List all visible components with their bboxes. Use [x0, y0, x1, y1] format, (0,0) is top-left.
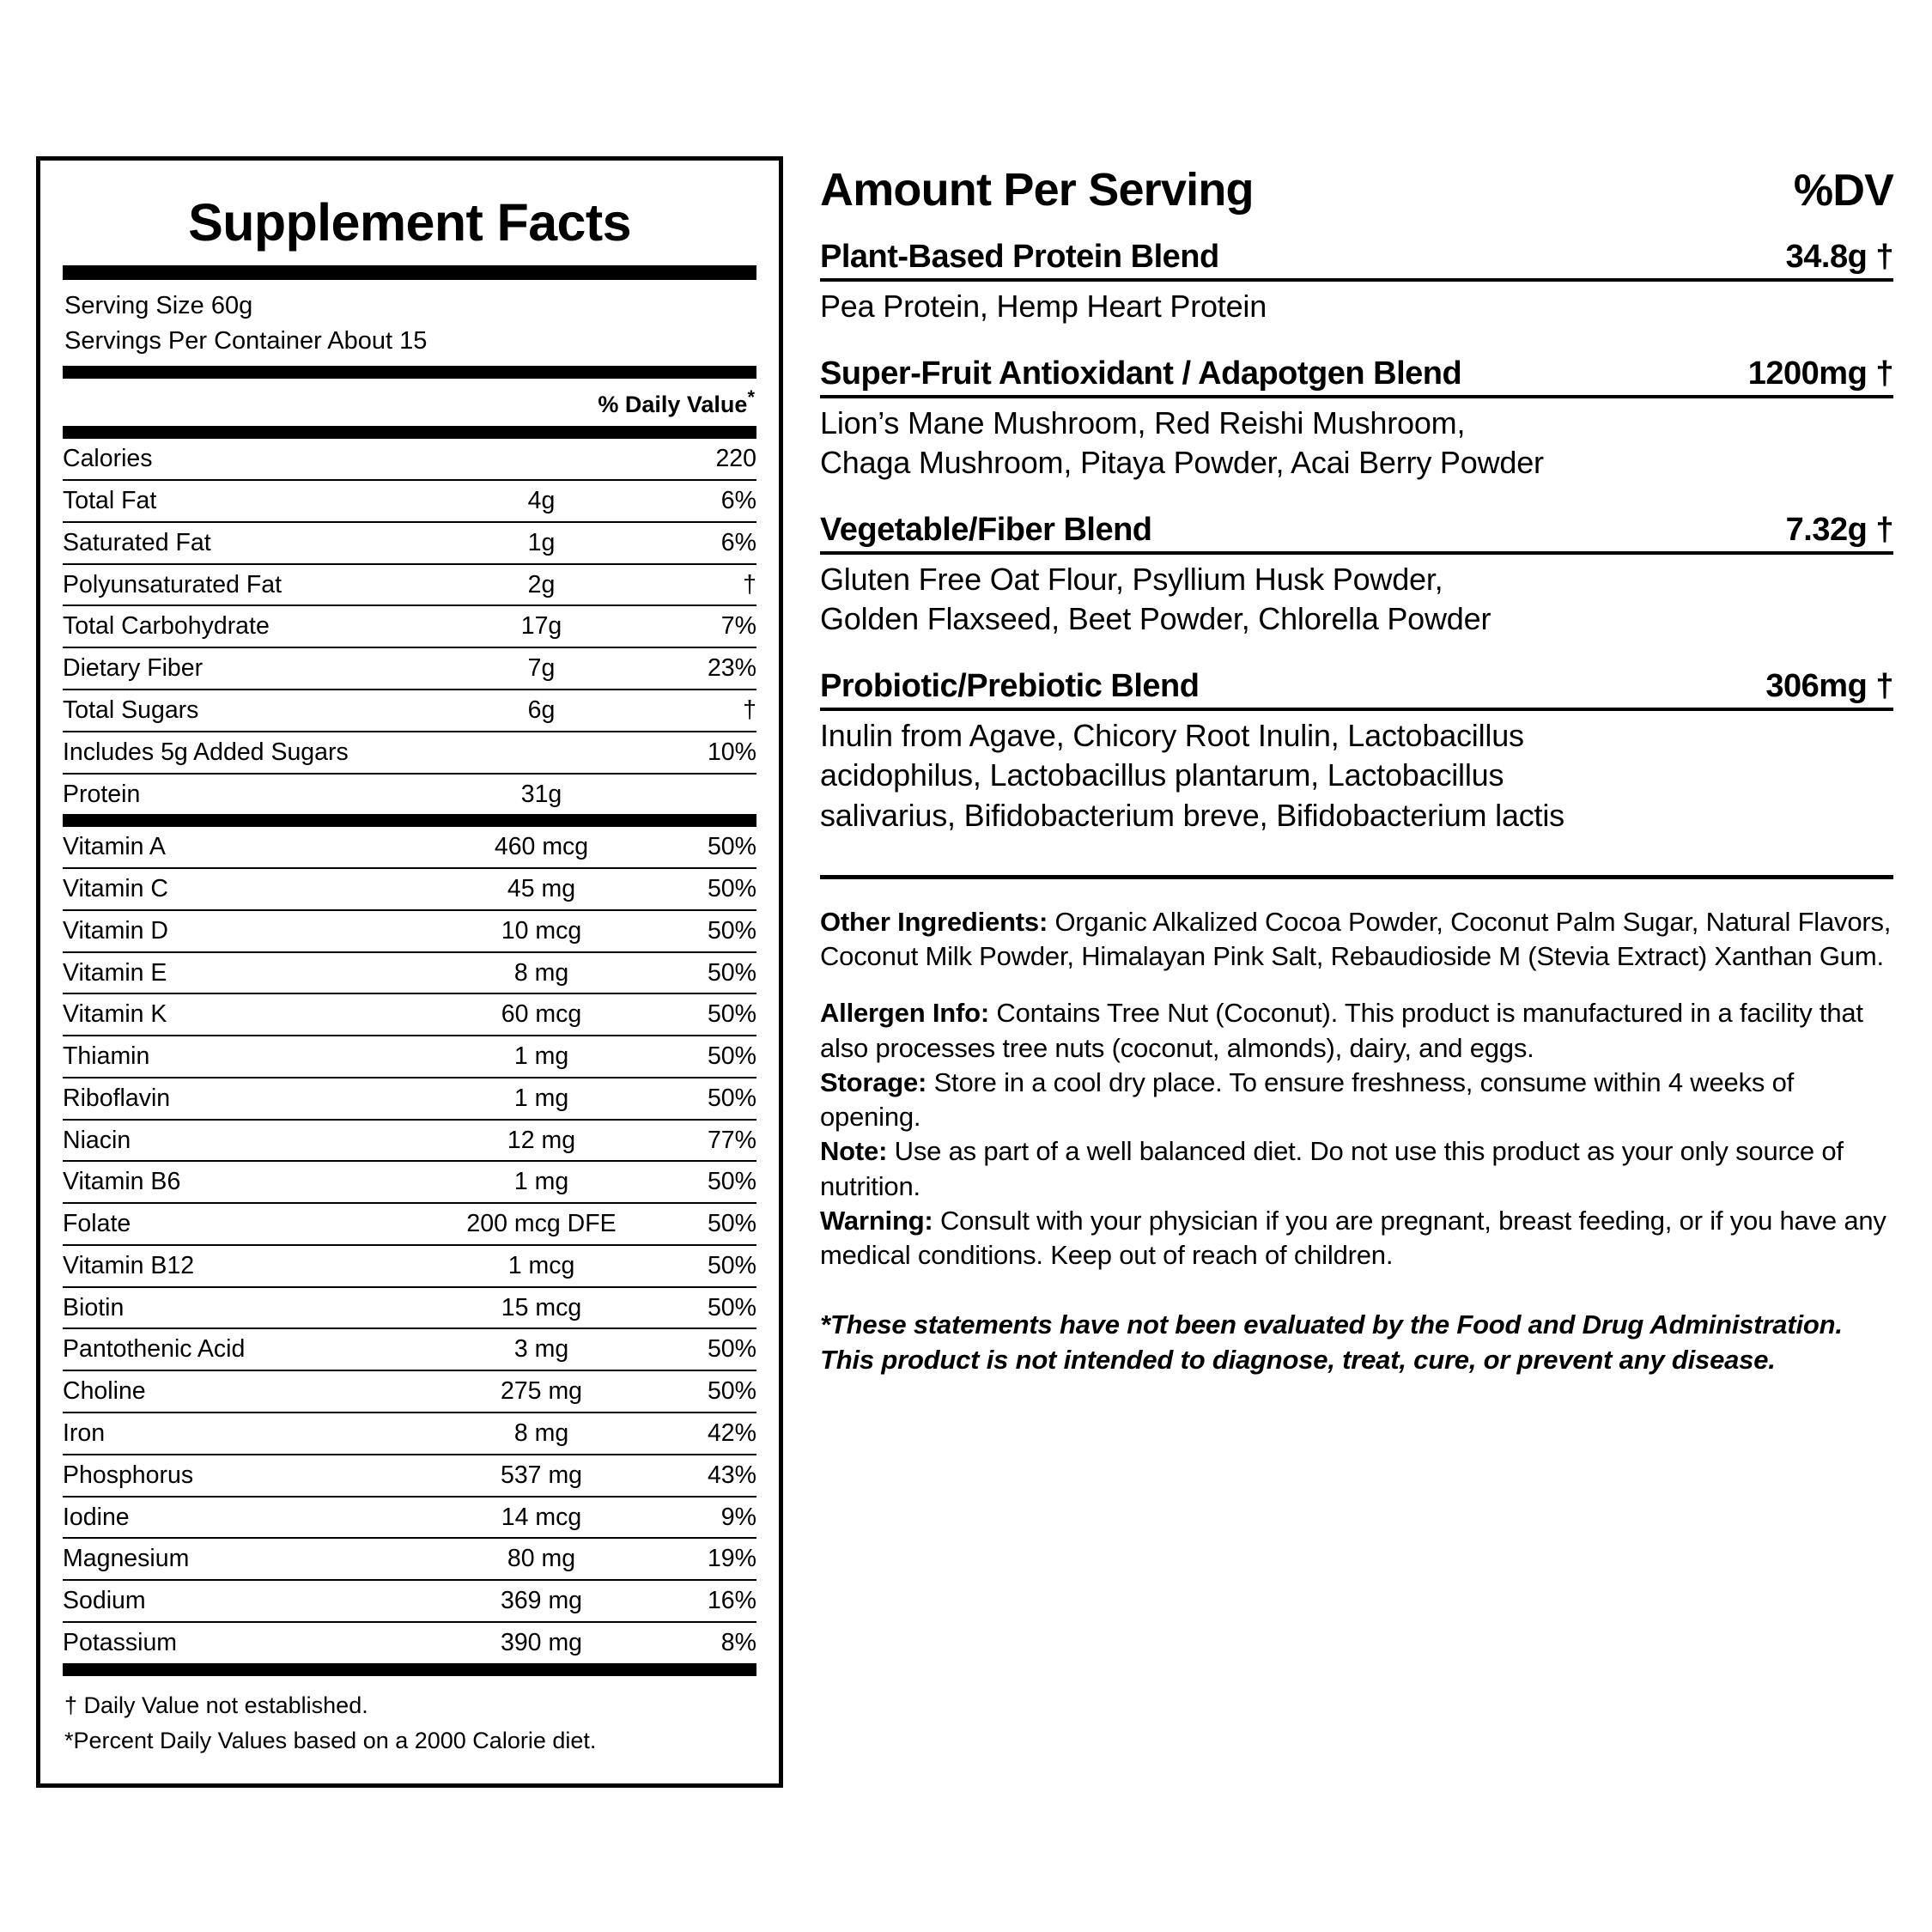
nutrient-percent-dv: 50% — [632, 1161, 756, 1203]
table-row — [63, 1203, 756, 1245]
nutrient-percent-dv: 10% — [632, 732, 756, 774]
nutrient-amount: 1g — [451, 522, 631, 564]
storage-paragraph — [820, 1066, 1893, 1135]
nutrient-label: Pantothenic Acid — [63, 1328, 451, 1370]
blend-header — [820, 512, 1893, 555]
supplement-facts-panel — [36, 156, 783, 1788]
nutrient-percent-dv: 7% — [632, 605, 756, 647]
amount-per-serving-header — [820, 163, 1893, 216]
nutrient-amount: 1 mcg — [451, 1245, 631, 1287]
nutrient-amount: 15 mcg — [451, 1287, 631, 1329]
nutrient-amount: 80 mg — [451, 1538, 631, 1580]
blend-amount: 34.8g † — [1785, 239, 1893, 275]
table-row — [63, 605, 756, 647]
table-row — [63, 910, 756, 952]
nutrient-percent-dv: 220 — [632, 439, 756, 480]
nutrient-amount: 60 mcg — [451, 993, 631, 1036]
daily-value-header-star: * — [747, 386, 755, 409]
nutrient-label: Vitamin D — [63, 910, 451, 952]
nutrient-percent-dv: 23% — [632, 647, 756, 690]
macronutrient-table — [63, 439, 756, 814]
nutrient-amount: 1 mg — [451, 1161, 631, 1203]
table-row — [63, 952, 756, 994]
nutrient-percent-dv: 43% — [632, 1455, 756, 1497]
nutrient-amount: 8 mg — [451, 952, 631, 994]
nutrient-percent-dv: † — [632, 690, 756, 732]
blend-header — [820, 668, 1893, 711]
note-paragraph — [820, 1134, 1893, 1204]
nutrient-amount: 1 mg — [451, 1078, 631, 1120]
table-row — [63, 1328, 756, 1370]
table-row — [63, 1538, 756, 1580]
serving-size-text: Serving Size 60g — [64, 292, 253, 320]
nutrient-amount — [451, 732, 631, 774]
blend-list — [820, 239, 1893, 835]
blend-amount: 7.32g † — [1785, 512, 1893, 549]
nutrient-label: Vitamin K — [63, 993, 451, 1036]
nutrient-amount — [451, 439, 631, 480]
table-row — [63, 522, 756, 564]
nutrient-label: Choline — [63, 1370, 451, 1413]
servings-per-container-text: Servings Per Container About 15 — [64, 327, 428, 355]
table-row — [63, 690, 756, 732]
nutrient-percent-dv: 9% — [632, 1497, 756, 1539]
amount-per-serving-label: Amount Per Serving — [820, 164, 1254, 216]
blend-ingredients: Inulin from Agave, Chicory Root Inulin, Lactobacillus acidophilus, Lactobacillus plantarum, Lactobacillus salivarius, Bifidobacterium breve, Bifidobacterium lactis — [820, 718, 1564, 833]
blend-name: Super-Fruit Antioxidant / Adapotgen Blend — [820, 355, 1462, 392]
nutrient-amount: 12 mg — [451, 1120, 631, 1162]
nutrient-amount: 10 mcg — [451, 910, 631, 952]
nutrient-label: Folate — [63, 1203, 451, 1245]
footnote-top-bar — [63, 1663, 756, 1676]
storage-label: Storage: — [820, 1066, 927, 1097]
table-row — [63, 647, 756, 690]
allergen-label: Allergen Info: — [820, 998, 989, 1029]
daily-value-header-label: % Daily Value — [598, 392, 748, 418]
footnote-dagger-text: † Daily Value not established. — [64, 1692, 368, 1718]
blend-ingredients: Lion’s Mane Mushroom, Red Reishi Mushroom, Chaga Mushroom, Pitaya Powder, Acai Berry Powder — [820, 405, 1544, 481]
blend-block — [820, 512, 1893, 639]
nutrient-label: Dietary Fiber — [63, 647, 451, 690]
nutrient-amount: 200 mcg DFE — [451, 1203, 631, 1245]
table-row — [63, 480, 756, 522]
micros-top-bar — [63, 814, 756, 827]
table-row — [63, 1622, 756, 1663]
nutrient-label: Riboflavin — [63, 1078, 451, 1120]
note-text: Use as part of a well balanced diet. Do not use this product as your only source of nutrition. — [820, 1136, 1844, 1201]
table-row — [63, 1413, 756, 1455]
nutrient-label: Vitamin A — [63, 827, 451, 868]
percent-dv-label: %DV — [1793, 166, 1893, 216]
nutrient-percent-dv: 77% — [632, 1120, 756, 1162]
nutrient-amount: 45 mg — [451, 868, 631, 910]
other-ingredients-text: Organic Alkalized Cocoa Powder, Coconut Palm Sugar, Natural Flavors, Coconut Milk Powder, Himalayan Pink Salt, Rebaudioside M (Stevia Extract) Xanthan Gum. — [820, 906, 1892, 971]
nutrient-percent-dv: 42% — [632, 1413, 756, 1455]
footnote-star-text: *Percent Daily Values based on a 2000 Calorie diet. — [64, 1728, 597, 1754]
nutrient-amount: 460 mcg — [451, 827, 631, 868]
nutrient-amount: 6g — [451, 690, 631, 732]
nutrient-label: Biotin — [63, 1287, 451, 1329]
note-label: Note: — [820, 1136, 888, 1167]
nutrient-label: Phosphorus — [63, 1455, 451, 1497]
nutrient-label: Protein — [63, 780, 141, 808]
nutrient-amount: 275 mg — [451, 1370, 631, 1413]
table-row — [63, 1497, 756, 1539]
table-row — [63, 1370, 756, 1413]
warning-label: Warning: — [820, 1206, 933, 1236]
warning-text: Consult with your physician if you are pregnant, breast feeding, or if you have any medical conditions. Keep out of reach of children. — [820, 1206, 1886, 1271]
serving-info-block — [63, 280, 756, 366]
ingredients-panel — [820, 163, 1893, 1377]
nutrient-amount: 3 mg — [451, 1328, 631, 1370]
supplement-facts-title: Supplement Facts — [188, 193, 631, 252]
title-divider-bar — [63, 265, 756, 280]
nutrient-label: Magnesium — [63, 1538, 451, 1580]
micronutrient-table — [63, 827, 756, 1662]
nutrient-amount: 2g — [451, 564, 631, 606]
nutrient-percent-dv: 50% — [632, 827, 756, 868]
daily-value-header — [63, 379, 756, 426]
nutrient-percent-dv: 50% — [632, 868, 756, 910]
nutrient-percent-dv: 19% — [632, 1538, 756, 1580]
table-row — [63, 1036, 756, 1078]
nutrient-percent-dv: 50% — [632, 1036, 756, 1078]
nutrient-label: Thiamin — [63, 1036, 451, 1078]
blend-name: Vegetable/Fiber Blend — [820, 512, 1152, 549]
blend-header — [820, 239, 1893, 282]
nutrient-percent-dv: 50% — [632, 1203, 756, 1245]
blend-amount: 1200mg † — [1747, 355, 1893, 392]
footnote-block — [63, 1676, 756, 1760]
fda-disclaimer-text: *These statements have not been evaluated by the Food and Drug Administration. This product is not intended to diagnose, treat, cure, or prevent any disease. — [820, 1309, 1843, 1375]
nutrient-label: Sodium — [63, 1580, 451, 1622]
other-ingredients-label: Other Ingredients: — [820, 906, 1048, 937]
table-row — [63, 827, 756, 868]
nutrient-label: Polyunsaturated Fat — [63, 564, 451, 606]
table-row — [63, 732, 756, 774]
nutrient-label: Total Carbohydrate — [63, 605, 451, 647]
nutrient-amount: 537 mg — [451, 1455, 631, 1497]
blend-ingredients: Gluten Free Oat Flour, Psyllium Husk Powder, Golden Flaxseed, Beet Powder, Chlorella Powder — [820, 562, 1492, 637]
nutrient-percent-dv: 16% — [632, 1580, 756, 1622]
table-row — [63, 774, 756, 815]
nutrient-label: Vitamin E — [63, 952, 451, 994]
nutrient-percent-dv: 50% — [632, 952, 756, 994]
table-row — [63, 1161, 756, 1203]
other-ingredients-paragraph — [820, 905, 1893, 975]
nutrient-percent-dv: 50% — [632, 1328, 756, 1370]
table-row — [63, 993, 756, 1036]
table-row — [63, 1580, 756, 1622]
nutrient-percent-dv: 6% — [632, 480, 756, 522]
nutrient-label: Vitamin C — [63, 868, 451, 910]
storage-text: Store in a cool dry place. To ensure freshness, consume within 4 weeks of opening. — [820, 1066, 1795, 1133]
nutrient-percent-dv: 50% — [632, 1287, 756, 1329]
nutrient-percent-dv: 8% — [720, 1628, 756, 1656]
nutrient-amount: 390 mg — [500, 1628, 583, 1656]
nutrient-label: Niacin — [63, 1120, 451, 1162]
nutrient-label: Potassium — [63, 1628, 178, 1656]
allergen-text: Contains Tree Nut (Coconut). This product is manufactured in a facility that also processes tree nuts (coconut, almonds), dairy, and eggs. — [820, 998, 1863, 1063]
blend-block — [820, 668, 1893, 835]
nutrient-percent-dv: 50% — [632, 993, 756, 1036]
nutrient-label: Saturated Fat — [63, 522, 451, 564]
section-separator-rule — [820, 875, 1893, 879]
blend-block — [820, 239, 1893, 326]
nutrient-label: Vitamin B12 — [63, 1245, 451, 1287]
nutrient-percent-dv: 50% — [632, 910, 756, 952]
table-row — [63, 564, 756, 606]
macros-top-bar — [63, 426, 756, 439]
nutrient-amount: 4g — [451, 480, 631, 522]
blend-name: Probiotic/Prebiotic Blend — [820, 668, 1200, 705]
nutrient-label: Iron — [63, 1413, 451, 1455]
nutrient-label: Calories — [63, 439, 451, 480]
nutrient-percent-dv — [632, 774, 756, 815]
blend-header — [820, 355, 1893, 398]
nutrient-percent-dv: 6% — [632, 522, 756, 564]
nutrient-label: Vitamin B6 — [63, 1161, 451, 1203]
blend-ingredients: Pea Protein, Hemp Heart Protein — [820, 289, 1267, 324]
nutrient-label: Includes 5g Added Sugars — [63, 732, 451, 774]
nutrient-amount: 17g — [451, 605, 631, 647]
nutrient-percent-dv: 50% — [632, 1245, 756, 1287]
table-row — [63, 1455, 756, 1497]
table-row — [63, 1120, 756, 1162]
nutrient-amount: 31g — [520, 780, 562, 808]
nutrient-label: Total Sugars — [63, 690, 451, 732]
serving-divider-bar — [63, 366, 756, 379]
nutrient-amount: 7g — [451, 647, 631, 690]
table-row — [63, 1245, 756, 1287]
table-row — [63, 868, 756, 910]
table-row — [63, 439, 756, 480]
table-row — [63, 1287, 756, 1329]
blend-name: Plant-Based Protein Blend — [820, 239, 1219, 275]
blend-amount: 306mg † — [1765, 668, 1893, 705]
nutrient-amount: 14 mcg — [451, 1497, 631, 1539]
nutrient-amount: 1 mg — [451, 1036, 631, 1078]
blend-block — [820, 355, 1893, 483]
nutrient-amount: 369 mg — [451, 1580, 631, 1622]
nutrient-label: Total Fat — [63, 480, 451, 522]
nutrient-amount: 8 mg — [451, 1413, 631, 1455]
allergen-paragraph — [820, 996, 1893, 1066]
nutrient-label: Iodine — [63, 1497, 451, 1539]
table-row — [63, 1078, 756, 1120]
nutrient-percent-dv: 50% — [632, 1078, 756, 1120]
warning-paragraph — [820, 1204, 1893, 1273]
nutrient-percent-dv: 50% — [632, 1370, 756, 1413]
nutrient-percent-dv: † — [632, 564, 756, 606]
